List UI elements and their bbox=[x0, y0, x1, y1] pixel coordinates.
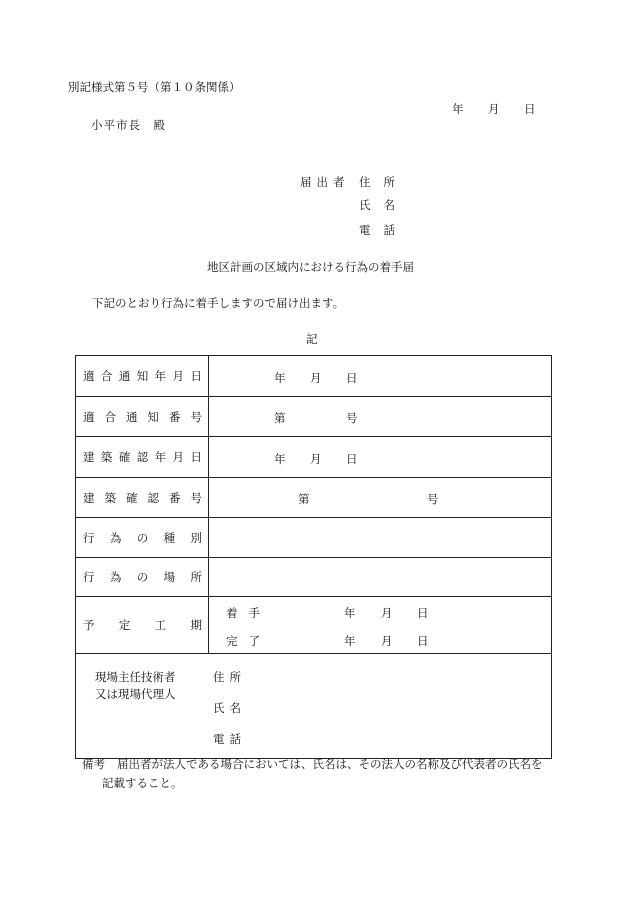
row-site-manager bbox=[76, 654, 552, 759]
day-glyph: 日 bbox=[346, 452, 358, 466]
ki-heading: 記 bbox=[306, 332, 318, 346]
number-prefix: 第 bbox=[298, 492, 310, 506]
start-day-glyph: 日 bbox=[417, 606, 429, 620]
label-char: 通 bbox=[118, 369, 131, 383]
site-manager-address-label: 住所 bbox=[213, 670, 246, 684]
notifier-address-label: 住所 bbox=[359, 175, 408, 189]
label-char: 年 bbox=[154, 450, 167, 464]
label-char: 認 bbox=[147, 490, 159, 505]
label-char: 合 bbox=[104, 409, 116, 424]
label-char: 期 bbox=[190, 618, 202, 632]
label-char: 確 bbox=[126, 490, 138, 505]
label-char: 知 bbox=[136, 369, 149, 383]
notifier-name-label: 氏名 bbox=[359, 198, 408, 212]
label-cell bbox=[76, 356, 209, 397]
label-cell bbox=[76, 397, 209, 437]
header-date-day: 日 bbox=[524, 102, 536, 116]
label-char: 所 bbox=[190, 570, 202, 584]
label-char: 工 bbox=[154, 618, 167, 632]
label-char: 合 bbox=[100, 369, 113, 383]
end-year-glyph: 年 bbox=[344, 634, 356, 648]
label-char: 築 bbox=[104, 490, 116, 505]
value-cell-schedule[interactable] bbox=[209, 597, 552, 654]
notifier-phone-label: 電話 bbox=[359, 223, 408, 237]
value-cell-conformity-date[interactable] bbox=[209, 356, 552, 397]
label-cell bbox=[76, 597, 209, 654]
start-month-glyph: 月 bbox=[381, 606, 393, 620]
label-char: 番 bbox=[169, 409, 181, 424]
label-char: 日 bbox=[190, 369, 202, 383]
row-label bbox=[76, 490, 208, 506]
label-char: 建 bbox=[83, 490, 95, 505]
end-day-glyph: 日 bbox=[417, 634, 429, 648]
label-char: 年 bbox=[154, 369, 167, 383]
remarks-text-line1: 届出者が法人である場合においては、氏名は、その法人の名称及び代表者の氏名を bbox=[117, 757, 543, 771]
row-confirmation-number bbox=[76, 478, 552, 518]
label-char: の bbox=[136, 530, 149, 545]
value-cell-act-place[interactable] bbox=[209, 558, 552, 597]
label-char: 認 bbox=[136, 450, 149, 464]
document-title: 地区計画の区域内における行為の着手届 bbox=[207, 260, 414, 274]
site-manager-label-line1: 現場主任技術者 bbox=[95, 670, 176, 684]
label-char: 定 bbox=[118, 618, 131, 632]
notifier-label: 届出者 bbox=[300, 175, 350, 189]
day-glyph: 日 bbox=[346, 371, 358, 385]
label-char: 為 bbox=[109, 530, 122, 545]
label-char: 日 bbox=[190, 450, 202, 464]
month-glyph: 月 bbox=[310, 452, 322, 466]
site-manager-phone-label: 電話 bbox=[213, 732, 246, 746]
label-cell bbox=[76, 437, 209, 478]
site-manager-name-label: 氏名 bbox=[213, 701, 246, 715]
row-act-place bbox=[76, 558, 552, 597]
remarks-label: 備考 bbox=[82, 757, 105, 771]
label-char: 行 bbox=[83, 570, 95, 584]
label-cell bbox=[76, 518, 209, 558]
label-cell bbox=[76, 478, 209, 518]
label-char: 種 bbox=[163, 530, 176, 545]
label-char: 為 bbox=[109, 570, 122, 584]
schedule-end-label: 完了 bbox=[226, 634, 271, 648]
label-char: 月 bbox=[172, 369, 185, 383]
intro-text: 下記のとおり行為に着手しますので届け出ます。 bbox=[92, 296, 345, 310]
month-glyph: 月 bbox=[310, 371, 322, 385]
label-char: 場 bbox=[163, 570, 176, 584]
label-char: 築 bbox=[100, 450, 113, 464]
year-glyph: 年 bbox=[274, 452, 286, 466]
row-label bbox=[76, 530, 208, 546]
form-table bbox=[75, 355, 552, 759]
number-prefix: 第 bbox=[274, 411, 286, 425]
label-char: 予 bbox=[83, 618, 95, 632]
label-char: 建 bbox=[83, 450, 95, 464]
row-confirmation-date bbox=[76, 437, 552, 478]
start-year-glyph: 年 bbox=[344, 606, 356, 620]
label-char: の bbox=[136, 570, 149, 584]
row-label bbox=[76, 569, 208, 585]
site-manager-label-line2: 又は現場代理人 bbox=[95, 687, 176, 701]
header-date-month: 月 bbox=[488, 102, 500, 116]
value-cell-act-type[interactable] bbox=[209, 518, 552, 558]
number-suffix: 号 bbox=[427, 492, 439, 506]
row-conformity-number bbox=[76, 397, 552, 437]
end-month-glyph: 月 bbox=[381, 634, 393, 648]
row-conformity-date bbox=[76, 356, 552, 397]
label-char: 別 bbox=[190, 530, 202, 545]
row-label bbox=[76, 617, 208, 633]
schedule-start-label: 着手 bbox=[226, 606, 271, 620]
label-char: 号 bbox=[190, 490, 202, 505]
form-number: 別記様式第５号（第１０条関係） bbox=[68, 80, 241, 94]
row-label bbox=[76, 449, 208, 465]
label-char: 適 bbox=[83, 369, 95, 383]
site-manager-cell[interactable] bbox=[76, 654, 552, 759]
label-char: 通 bbox=[126, 409, 138, 424]
label-char: 適 bbox=[83, 409, 95, 424]
remarks bbox=[82, 755, 562, 793]
label-char: 行 bbox=[83, 530, 95, 545]
value-cell-confirmation-date[interactable] bbox=[209, 437, 552, 478]
value-cell-conformity-number[interactable] bbox=[209, 397, 552, 437]
remarks-text-line2: 記載すること。 bbox=[102, 775, 183, 790]
label-char: 確 bbox=[118, 450, 131, 464]
label-char: 号 bbox=[190, 409, 202, 424]
label-cell bbox=[76, 558, 209, 597]
label-char: 番 bbox=[169, 490, 181, 505]
label-char: 知 bbox=[147, 409, 159, 424]
header-date-year: 年 bbox=[452, 102, 464, 116]
value-cell-confirmation-number[interactable] bbox=[209, 478, 552, 518]
row-label bbox=[76, 409, 208, 425]
row-label bbox=[76, 368, 208, 384]
row-schedule bbox=[76, 597, 552, 654]
addressee: 小平市長 殿 bbox=[91, 118, 166, 132]
year-glyph: 年 bbox=[274, 371, 286, 385]
label-char: 月 bbox=[172, 450, 185, 464]
number-suffix: 号 bbox=[346, 411, 358, 425]
row-act-type bbox=[76, 518, 552, 558]
